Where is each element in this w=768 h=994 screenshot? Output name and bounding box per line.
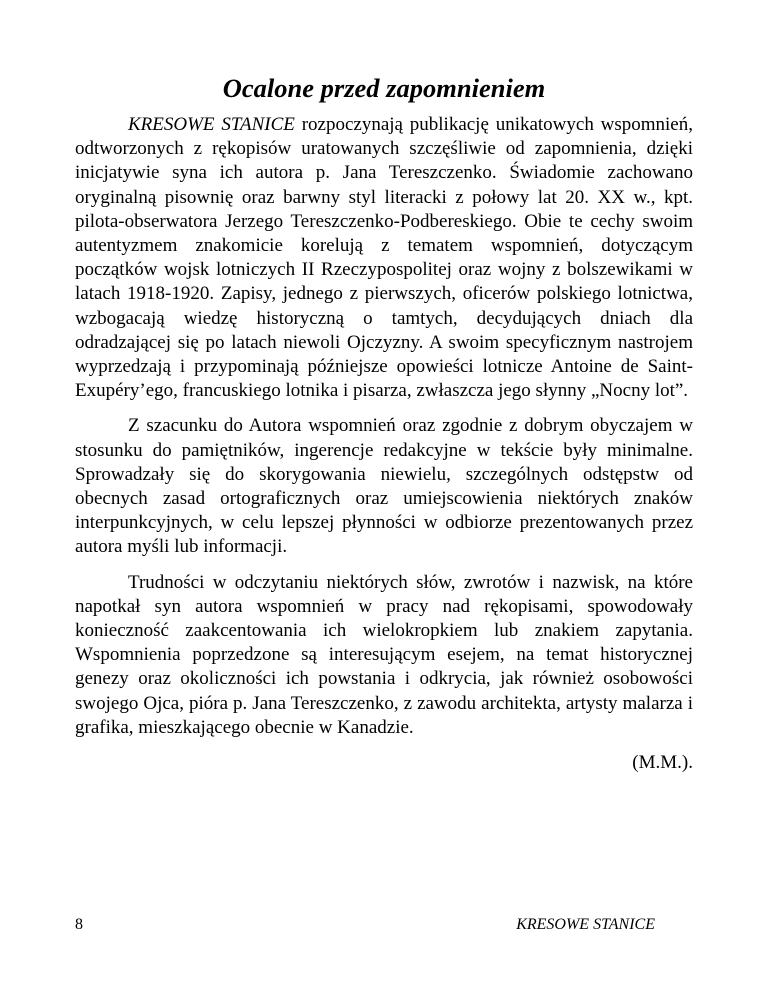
paragraph-editorial: Z szacunku do Autora wspomnień oraz zgodnie z dobrym obyczajem w stosunku do pamiętników, ingerencje redakcyjne w tekście były minimalne. Sprowadzały się do skorygowania niewielu, szczególnych odstępstw od obecnych zasad ortograficznych oraz umiejscowienia niektórych znaków interpunkcyjnych, w celu lepszej płynności w odbiorze prezentowanych przez autora myśli lub informacji. bbox=[75, 415, 693, 558]
publication-name: KRESOWE STANICE bbox=[128, 114, 295, 135]
page-title: Ocalone przed zapomnieniem bbox=[222, 73, 546, 103]
paragraph-difficulties: Trudności w odczytaniu niektórych słów, zwrotów i nazwisk, na które napotkał syn autora wspomnień w pracy nad rękopisami, spowodowały konieczność zaakcentowania ich wielokropkiem lub znakiem zapytania. Wspomnienia poprzedzone są interesującym esejem, na temat historycznej genezy oraz okoliczności ich powstania i odkrycia, jak również osobowości swojego Ojca, pióra p. Jana Tereszczenko, z zawodu architekta, artysty malarza i grafika, mieszkającego obecnie w Kanadzie. bbox=[75, 571, 693, 738]
author-signature: (M.M.). bbox=[632, 752, 693, 774]
running-title: KRESOWE STANICE bbox=[516, 916, 655, 933]
article-body bbox=[75, 113, 693, 775]
page-number: 8 bbox=[75, 916, 83, 933]
paragraph-intro bbox=[75, 113, 693, 403]
paragraph-intro-text: rozpoczynają publikację unikatowych wspomnień, odtworzonych z rękopisów uratowanych szczęśliwie od zapomnienia, dzięki inicjatywie syna ich autora p. Jana Tereszczenko. Świadomie zachowano oryginalną pisownię oraz barwny styl literacki z połowy lat 20. XX w., kpt. pilota-obserwatora Jerzego Tereszczenko-Podbereskiego. Obie te cechy swoim autentyzmem znakomicie korelują z tematem wspomnień, dotyczącym początków wojsk lotniczych II Rzeczypospolitej oraz wojny z bolszewikami w latach 1918-1920. Zapisy, jednego z pierwszych, oficerów polskiego lotnictwa, wzbogacają wiedzę historyczną o tamtych, decydujących dniach dla odradzającej się po latach niewoli Ojczyzny. A swoim specyficznym nastrojem wyprzedzają i przypominają późniejsze opowieści lotnicze Antoine de Saint-Exupéry’ego, francuskiego lotnika i pisarza, zwłaszcza jego słynny „Nocny lot”. bbox=[75, 114, 693, 402]
